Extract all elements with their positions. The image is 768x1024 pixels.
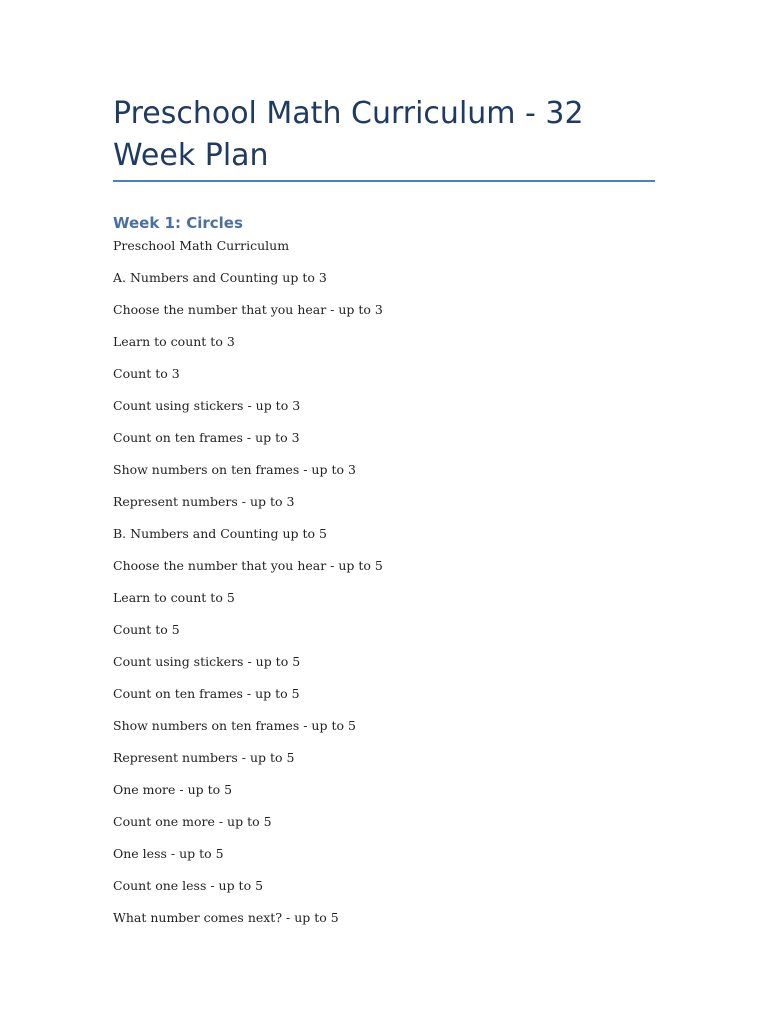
body-line: Learn to count to 5 <box>113 590 235 605</box>
section-heading: Week 1: Circles <box>113 214 243 232</box>
body-line: Count on ten frames - up to 3 <box>113 430 300 445</box>
body-line: Count to 3 <box>113 366 180 381</box>
body-line: Choose the number that you hear - up to 3 <box>113 302 383 317</box>
body-line: Count one less - up to 5 <box>113 878 264 893</box>
title-underline-rule <box>113 180 655 182</box>
body-line: Count to 5 <box>113 622 180 637</box>
body-line: Count on ten frames - up to 5 <box>113 686 300 701</box>
body-line: Count using stickers - up to 3 <box>113 398 301 413</box>
body-line: Learn to count to 3 <box>113 334 235 349</box>
document-title: Preschool Math Curriculum - 32 Week Plan <box>113 96 584 173</box>
body-line: A. Numbers and Counting up to 3 <box>113 270 327 285</box>
body-line: One more - up to 5 <box>113 782 233 797</box>
body-line: What number comes next? - up to 5 <box>113 910 339 925</box>
body-line: B. Numbers and Counting up to 5 <box>113 526 327 541</box>
body-line: Count using stickers - up to 5 <box>113 654 301 669</box>
body-line: Choose the number that you hear - up to 5 <box>113 558 383 573</box>
body-line: Show numbers on ten frames - up to 3 <box>113 462 356 477</box>
body-line: Preschool Math Curriculum <box>113 238 290 253</box>
body-line: One less - up to 5 <box>113 846 224 861</box>
body-line: Represent numbers - up to 3 <box>113 494 295 509</box>
body-line: Show numbers on ten frames - up to 5 <box>113 718 356 733</box>
body-line: Represent numbers - up to 5 <box>113 750 295 765</box>
body-line: Count one more - up to 5 <box>113 814 272 829</box>
